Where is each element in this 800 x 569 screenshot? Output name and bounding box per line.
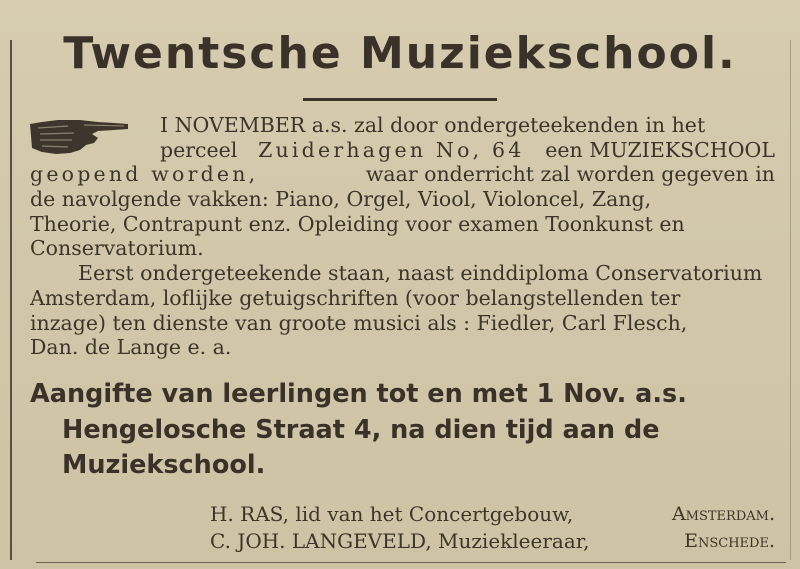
signature-place: Amsterdam. (671, 503, 775, 525)
headline-underline (303, 98, 497, 101)
text-line: Eerst ondergeteekende staan, naast einddiploma Conservatorium (78, 261, 763, 286)
signatures (210, 501, 775, 555)
announcement-line: Aangifte van leerlingen tot en met 1 Nov. a.s. (30, 379, 687, 409)
signature-line: H. RAS, lid van het Concertgebouw, Amsterdam. (210, 502, 775, 526)
announcement-line: Muziekschool. (62, 450, 266, 480)
headline: Twentsche Muziekschool. (63, 28, 737, 79)
announcement (30, 377, 775, 484)
signature-place: Enschede. (684, 530, 775, 552)
text-line: inzage) ten dienste van groote musici als : Fiedler, Carl Flesch, (30, 310, 688, 335)
bottom-rule (36, 562, 786, 563)
text-line: Theorie, Contrapunt enz. Opleiding voor examen Toonkunst en (30, 211, 685, 236)
text-line: perceel Zuiderhagen No, 64 een MUZIEKSCHOOL (160, 137, 775, 162)
body-text (30, 113, 775, 360)
text-line: geopend worden, waar onderricht zal worden gegeven in (30, 162, 775, 187)
left-column-rule (10, 40, 12, 560)
text-line: I NOVEMBER a.s. zal door ondergeteekenden in het (160, 113, 706, 137)
text-line: Amsterdam, loflijke getuigschriften (voor belangstellenden ter (30, 285, 681, 310)
address-spaced: Zuiderhagen No, 64 (258, 137, 525, 162)
signature-line: C. JOH. LANGEVELD, Muziekleeraar, Enschede. (210, 529, 775, 553)
bleed-through-text (380, 0, 800, 28)
text-line: Conservatorium. (30, 236, 204, 261)
text-line: Dan. de Lange e. a. (30, 335, 232, 360)
announcement-line: Hengelosche Straat 4, na dien tijd aan de (62, 414, 660, 445)
text-line: de navolgende vakken: Piano, Orgel, Viool, Violoncel, Zang, (30, 187, 652, 212)
right-column-rule (790, 40, 791, 560)
